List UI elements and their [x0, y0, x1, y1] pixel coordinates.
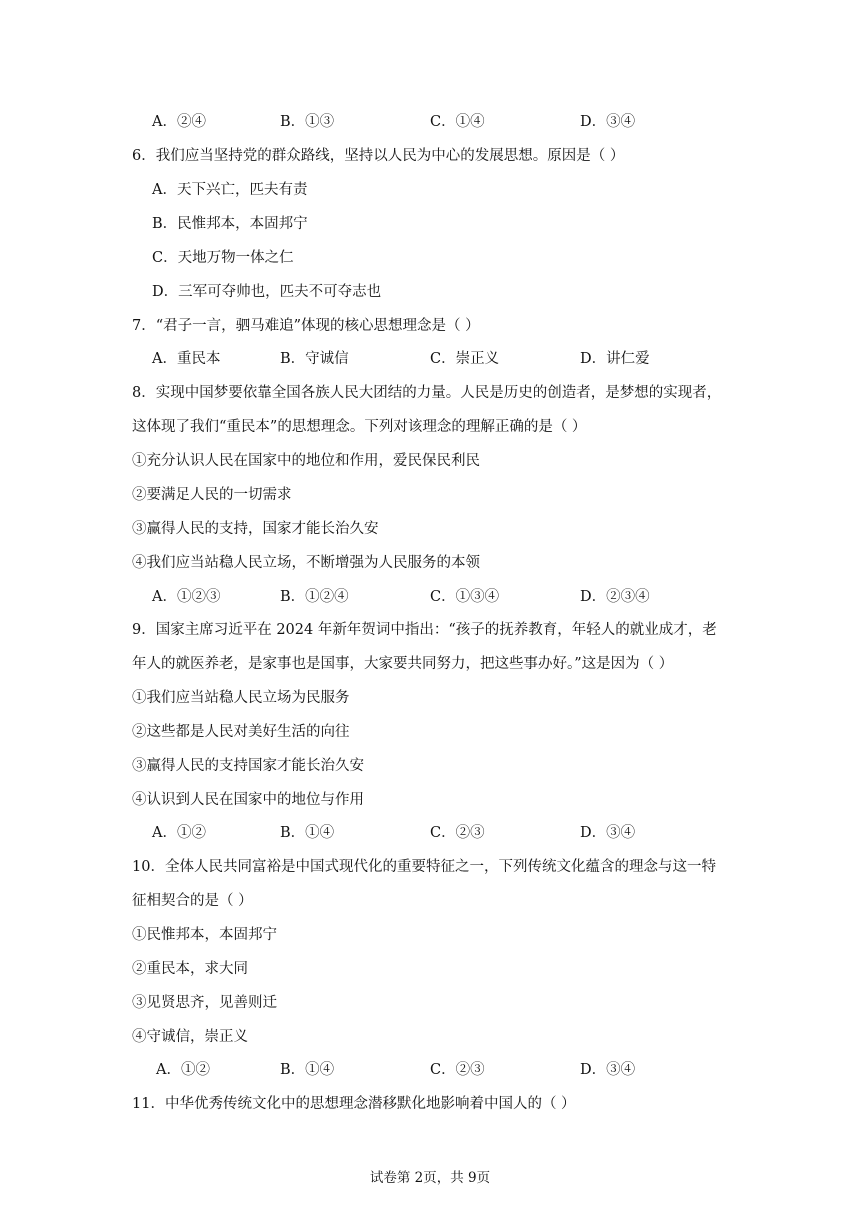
q9-option-d: D．③④ [580, 825, 636, 841]
q10-stem-line2: 征相契合的是（ ） [132, 893, 253, 909]
q7-option-a: A．重民本 [152, 351, 221, 367]
q8-stem-line2: 这体现了我们“重民本”的思想理念。下列对该理念的理解正确的是（ ） [132, 419, 587, 435]
q8-option-b: B．①②④ [280, 589, 349, 605]
q6-option-d: D．三军可夺帅也，匹夫不可夺志也 [152, 284, 382, 300]
q9-option-b: B．①④ [280, 825, 335, 841]
q11-stem: 11．中华优秀传统文化中的思想理念潜移默化地影响着中国人的（ ） [132, 1096, 576, 1112]
q8-statement-2: ②要满足人民的一切需求 [132, 487, 292, 503]
q6-option-c: C．天地万物一体之仁 [152, 250, 294, 266]
q10-statement-1: ①民惟邦本，本固邦宁 [132, 927, 277, 943]
q10-stem-line1: 10．全体人民共同富裕是中国式现代化的重要特征之一，下列传统文化蕴含的理念与这一特 [132, 859, 716, 875]
q9-statement-4: ④认识到人民在国家中的地位与作用 [132, 792, 364, 808]
q7-stem: 7．“君子一言，驷马难追”体现的核心思想理念是（ ） [132, 318, 480, 334]
q6-option-a: A．天下兴亡，匹夫有责 [152, 182, 308, 198]
q10-option-d: D．③④ [580, 1062, 636, 1078]
q10-statement-3: ③见贤思齐，见善则迁 [132, 995, 277, 1011]
page-footer: 试卷第 2页，共 9页 [369, 1170, 491, 1186]
q9-stem-line2: 年人的就医养老，是家事也是国事，大家要共同努力，把这些事办好。”这是因为（ ） [132, 656, 674, 672]
q5-option-c: C．①④ [430, 114, 485, 130]
q10-option-c: C．②③ [430, 1062, 485, 1078]
q9-option-c: C．②③ [430, 825, 485, 841]
q6-stem: 6．我们应当坚持党的群众路线，坚持以人民为中心的发展思想。原因是（ ） [132, 148, 625, 164]
q8-option-a: A．①②③ [152, 589, 221, 605]
q8-stem-line1: 8．实现中国梦要依靠全国各族人民大团结的力量。人民是历史的创造者，是梦想的实现者， [132, 385, 722, 401]
q8-option-c: C．①③④ [430, 589, 500, 605]
q5-option-a: A．②④ [152, 114, 206, 130]
q5-option-d: D．③④ [580, 114, 636, 130]
q7-option-b: B．守诚信 [280, 351, 349, 367]
q10-option-a: A．①② [156, 1062, 210, 1078]
q10-option-b: B．①④ [280, 1062, 335, 1078]
q9-option-a: A．①② [152, 825, 206, 841]
q8-statement-1: ①充分认识人民在国家中的地位和作用，爱民保民利民 [132, 453, 480, 469]
q8-option-d: D．②③④ [580, 589, 650, 605]
q5-option-b: B．①③ [280, 114, 335, 130]
q8-statement-3: ③赢得人民的支持，国家才能长治久安 [132, 521, 379, 537]
q8-statement-4: ④我们应当站稳人民立场，不断增强为人民服务的本领 [132, 555, 480, 571]
q7-option-c: C．崇正义 [430, 351, 500, 367]
q6-option-b: B．民惟邦本，本固邦宁 [152, 216, 308, 232]
q9-statement-3: ③赢得人民的支持国家才能长治久安 [132, 758, 364, 774]
q9-statement-2: ②这些都是人民对美好生活的向往 [132, 724, 350, 740]
q9-stem-line1: 9．国家主席习近平在 2024 年新年贺词中指出：“孩子的抚养教育，年轻人的就业成才，老 [132, 622, 717, 638]
q7-option-d: D．讲仁爱 [580, 351, 650, 367]
q10-statement-2: ②重民本，求大同 [132, 961, 248, 977]
q9-statement-1: ①我们应当站稳人民立场为民服务 [132, 690, 350, 706]
q10-statement-4: ④守诚信，崇正义 [132, 1029, 248, 1045]
